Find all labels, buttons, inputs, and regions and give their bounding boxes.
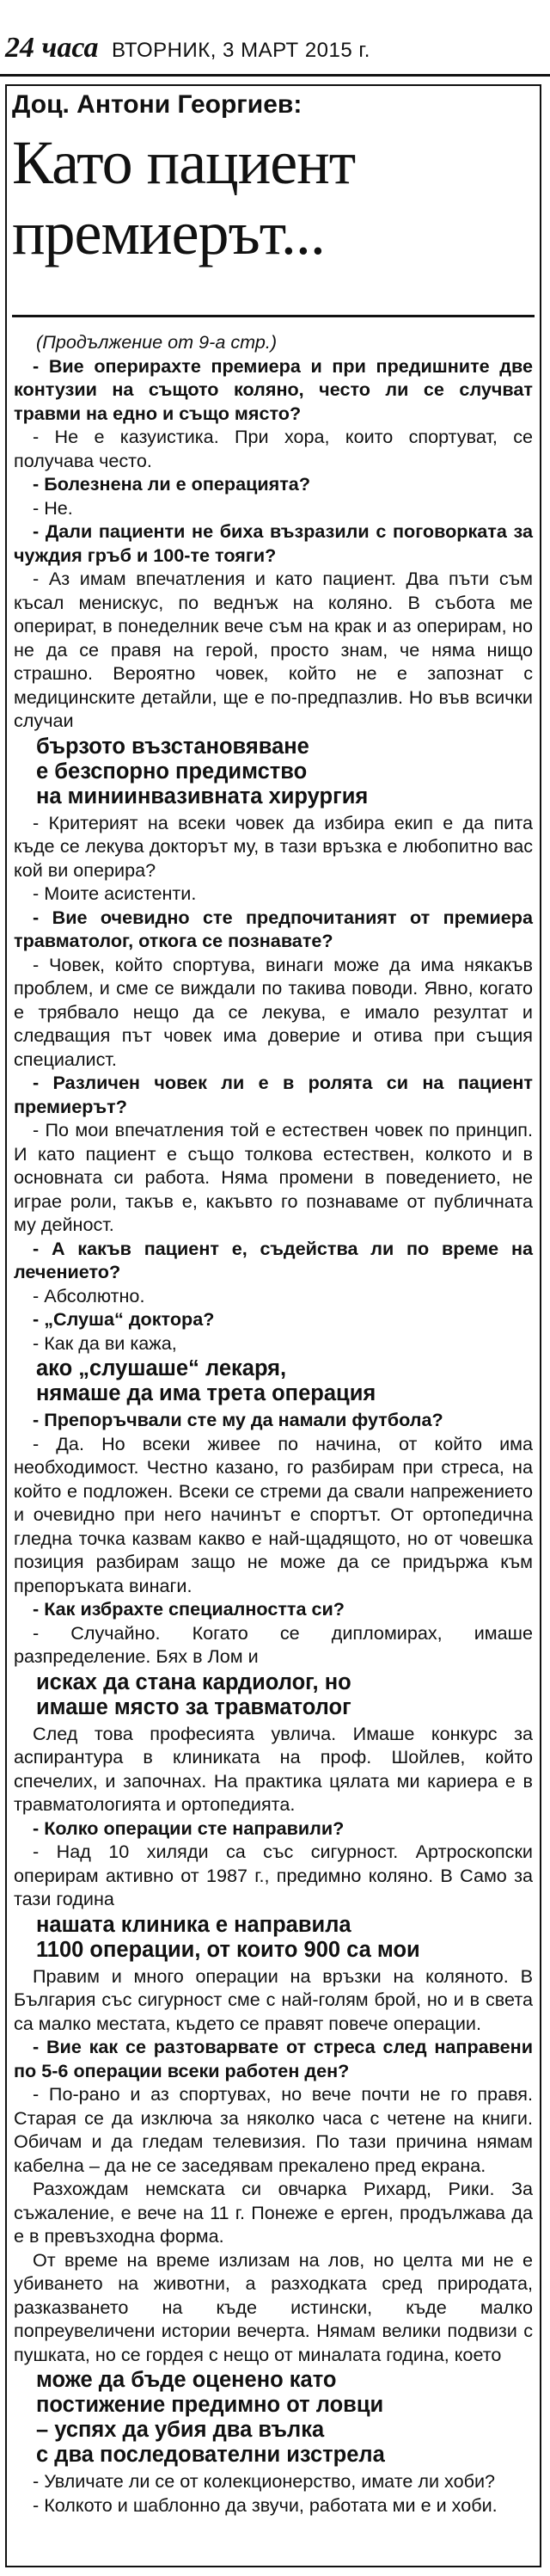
pull-quote [14,1356,533,1406]
pull-quote-line: е безспорно предимство [36,759,308,784]
interview-answer: - Как да ви кажа, [33,1331,177,1354]
interview-answer: - По-рано и аз спортувах, но вече почти не го правя. Старая се да изключа за няколко часа с четене на книги. Обичам и да гледам телевизия. По тази причина нямам кабелна – да не се заседявам прекалено пред екрана. [14,2083,533,2176]
pull-quote [14,1913,533,1963]
pull-quote [14,735,533,809]
interview-question: - Вие очевидно сте предпочитаният от премиера травматолог, откога се познавате? [14,906,533,951]
interview-answer: Разхождам немската си овчарка Рихард, Рики. За съжаление, е вече на 11 г. Понеже е ерген, продължава да е в превъзходна форма. [14,2178,533,2247]
headline-line: Като пациент [12,128,356,197]
continuation-note: (Продължение от 9-а стр.) [36,331,278,353]
pull-quote-line: исках да стана кардиолог, но [36,1669,351,1694]
interview-question: - Увличате ли се от колекционерство, имате ли хоби? [33,2470,496,2492]
headline-divider [12,315,535,317]
interview-answer: - Човек, който спортува, винаги може да има някакъв проблем, и сме се виждали по такива поводи. Явно, когато е трябвало нещо да се лекува, е имало резултат и следващия път човек има доверие и отива при същия специалист. [14,953,533,1070]
interview-answer: - Не. [33,496,73,519]
article-headline [12,127,536,268]
interview-answer: - Критерият на всеки човек да избира екип е да пита къде се лекува докторът му, в тази връзка е любопитно вас кой ви оперира? [14,811,533,881]
masthead [0,0,550,69]
pull-quote [14,1670,533,1720]
interview-answer: - Абсолютно. [33,1284,145,1306]
interview-answer: - Не е казуистика. При хора, които спортуват, се получава често. [14,426,533,471]
pull-quote-line: с два последователни изстрела [36,2443,385,2467]
issue-date: ВТОРНИК, 3 МАРТ 2015 г. [112,39,370,62]
pull-quote-line: постижение предимно от ловци [36,2393,384,2417]
interview-question: - „Слуша“ доктора? [33,1308,215,1330]
pull-quote-line: нашата клиника е направила [36,1912,351,1937]
interview-question: - Болезнена ли е операцията? [33,473,311,495]
interview-answer: - Аз имам впечатления и като пациент. Два пъти съм късал менискус, по веднъж на коляно. В събота ме оперират, в понеделник вече съм на крак и аз оперирам, но не да се правя на герой, просто знам, че няма нищо страшно. Вероятно човек, който не е запознат с медицинските детайли, ще е по-предпазлив. Но във всички случаи [14,568,533,731]
pull-quote-line: на миниинвазивната хирургия [36,784,369,808]
interview-answer: От време на време излизам на лов, но целта ми не е убиването на животни, а разходката сред природата, разказването на къде истински, къде малко попреувеличени истории вечерта. Нямам велики подвизи с пушката, но се гордея с нещо от миналата година, което [14,2248,533,2365]
interview-question: - Препоръчвали сте му да намали футбола? [33,1409,443,1430]
interview-answer: - Да. Но всеки живее по начина, от който има необходимост. Честно казано, го разбирам при стреса, на който е подложен. Всеки се стреми да свали напрежението и очевидно при него начинът е спортът. От ортопедична гледна точка казвам какво е най-щадящото, но от човешка позиция разбирам защо не може да се придържа към препоръката винаги. [14,1432,533,1596]
pull-quote-line: ако „слушаше“ лекаря, [36,1356,287,1380]
interview-answer: Правим и много операции на връзки на коляното. В България със сигурност сме с най-голям брой, но и в света са малко местата, където се правят повече операции. [14,1964,533,2034]
newspaper-logo: 24 часа [5,32,99,64]
article-kicker: Доц. Антони Георгиев: [12,90,302,119]
interview-answer: - Колкото и шаблонно да звучи, работата ми е и хоби. [33,2493,498,2516]
interview-question: - Как избрахте специалността си? [33,1598,345,1620]
interview-question: - Дали пациенти не биха възразили с поговорката за чуждия гръб и 100-те тояги? [14,520,533,566]
interview-question: - Колко операции сте направили? [33,1817,345,1839]
interview-answer: - Случайно. Когато се дипломирах, имаше разпределение. Бях в Лом и [14,1621,533,1667]
interview-answer: - Моите асистенти. [33,882,197,904]
pull-quote-line: имаше място за травматолог [36,1694,351,1719]
headline-line: премиерът... [12,199,325,267]
pull-quote-line: 1100 операции, от които 900 са мои [36,1937,420,1962]
interview-question: - А какъв пациент е, съдейства ли по време на лечението? [14,1237,533,1282]
interview-answer: След това професията увлича. Имаше конкурс за аспирантура в клиниката на проф. Шойлев, който спечелих, и започнах. На практика цялата ми кариера е в травматологията и ортопедията. [14,1722,533,1815]
pull-quote-line: бързото възстановяване [36,734,309,759]
pull-quote [14,2368,533,2468]
pull-quote-line: – успях да убия два вълка [36,2418,325,2442]
pull-quote-line: може да бъде оценено като [36,2368,337,2392]
interview-question: - Вие оперирахте премиера и при предишните две контузии на същото коляно, често ли се случват травми на едно и също място? [14,354,533,424]
interview-question: - Вие как се разтоварвате от стреса след направени по 5-6 операции всеки работен ден? [14,2036,533,2081]
interview-question: - Различен човек ли е в ролята си на пациент премиерът? [14,1072,533,1117]
interview-answer: - По мои впечатления той е естествен човек по принцип. И като пациент е също толкова естествен, колкото и в основната си работа. Няма промени в поведението, не играе роли, такъв е, какъвто го познаваме от публичната му дейност. [14,1119,533,1235]
interview-answer: - Над 10 хиляди са със сигурност. Артроскопски оперирам активно от 1987 г., предимно коляно. В Само за тази година [14,1841,533,1909]
article-body [14,330,533,2517]
pull-quote-line: нямаше да има трета операция [36,1381,376,1405]
masthead-rule [0,74,550,77]
